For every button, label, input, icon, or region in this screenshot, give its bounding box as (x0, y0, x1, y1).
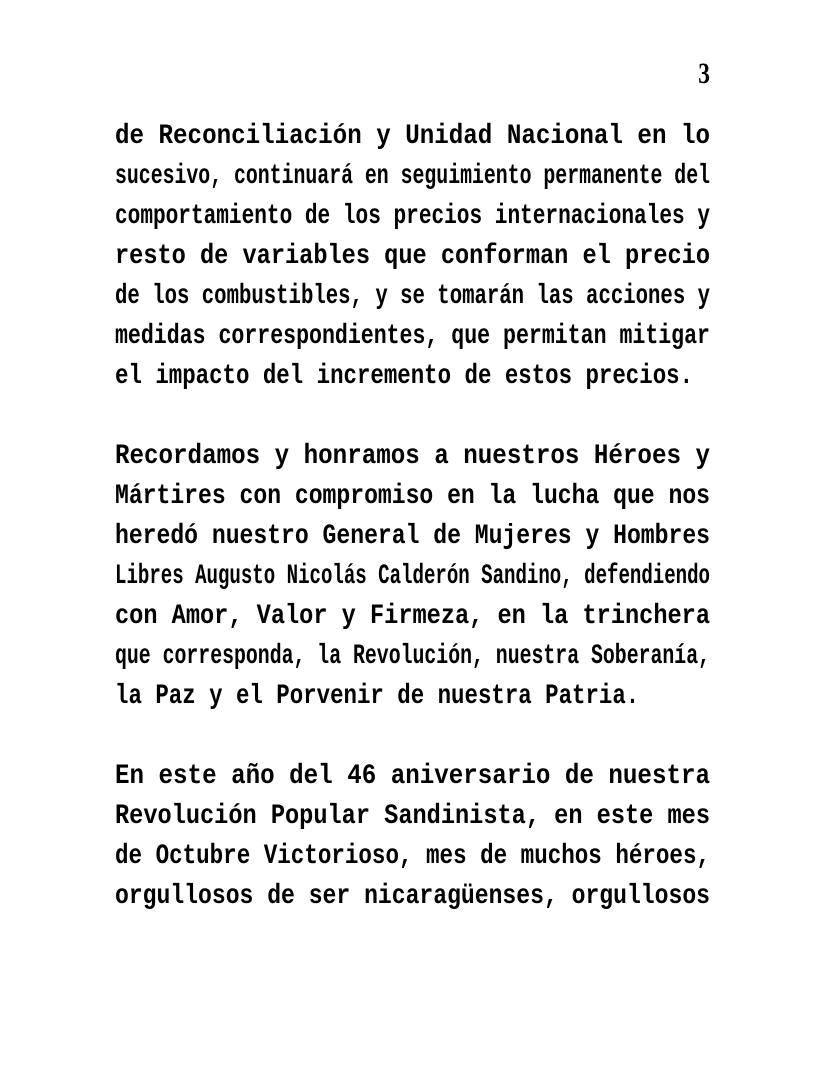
text-line (115, 277, 710, 317)
text-line-content: con Amor, Valor y Firmeza, en la trinchera (115, 601, 710, 632)
text-line (115, 557, 710, 597)
text-line (115, 237, 710, 277)
paragraph (115, 757, 710, 917)
text-line (115, 197, 710, 237)
paragraph (115, 437, 710, 717)
text-line-content: de Reconciliación y Unidad Nacional en lo (115, 121, 710, 152)
text-line-content: medidas correspondientes, que permitan mitigar (115, 321, 710, 352)
text-line-content: orgullosos de ser nicaragüenses, orgullosos (115, 881, 710, 912)
text-line (115, 357, 710, 397)
text-line-content: sucesivo, continuará en seguimiento permanente del (115, 161, 710, 192)
text-line (115, 837, 710, 877)
text-line (115, 797, 710, 837)
text-line (115, 477, 710, 517)
text-line-content: Revolución Popular Sandinista, en este mes (115, 801, 710, 832)
text-line (115, 757, 710, 797)
text-line (115, 117, 710, 157)
text-line (115, 317, 710, 357)
text-line-content: Mártires con compromiso en la lucha que nos (115, 481, 710, 512)
text-line (115, 437, 710, 477)
page-number (115, 54, 710, 94)
text-line-content: comportamiento de los precios internacionales y (115, 201, 710, 232)
text-line-content: Recordamos y honramos a nuestros Héroes y (115, 441, 710, 472)
text-line-content: heredó nuestro General de Mujeres y Hombres (115, 521, 710, 552)
text-line-content: que corresponda, la Revolución, nuestra Soberanía, (115, 641, 710, 672)
text-line (115, 877, 710, 917)
text-line (115, 677, 710, 717)
text-line-content: de Octubre Victorioso, mes de muchos héroes, (115, 841, 710, 872)
text-line (115, 637, 710, 677)
text-line (115, 157, 710, 197)
document-body (115, 117, 710, 957)
text-line-content: el impacto del incremento de estos precios. (115, 361, 694, 392)
text-line-content: resto de variables que conforman el precio (115, 241, 710, 272)
page-number-value: 3 (698, 57, 710, 90)
text-line (115, 597, 710, 637)
text-line-content: de los combustibles, y se tomarán las acciones y (115, 281, 710, 312)
text-line (115, 517, 710, 557)
text-line-content: Libres Augusto Nicolás Calderón Sandino, defendiendo (115, 561, 710, 592)
text-line-content: la Paz y el Porvenir de nuestra Patria. (115, 681, 640, 712)
paragraph (115, 117, 710, 397)
text-line-content: En este año del 46 aniversario de nuestra (115, 761, 710, 792)
